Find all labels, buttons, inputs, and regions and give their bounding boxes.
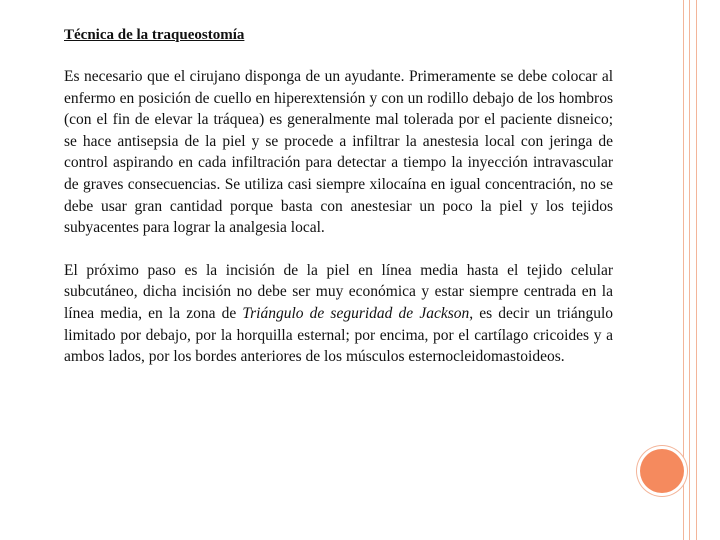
decorative-circle (640, 449, 684, 493)
decorative-line (683, 0, 684, 540)
paragraph-incision-text-end: , es decir un triángulo limitado por debajo, por la horquilla esternal; por encima, por el cartílago cricoides y a ambos lados, por los bordes anteriores de los músculos esternocleidomastoideos. (64, 304, 614, 366)
decorative-line (689, 0, 690, 540)
paragraph-incision (64, 260, 613, 368)
paragraph-incision-text-start: El próximo paso es la incisión de la piel en línea media hasta el tejido celular subcutáneo, dicha incisión no debe ser muy económica y estar siempre centrada en la línea media, en la zona de (64, 261, 613, 322)
jackson-triangle-term: Triángulo de seguridad de Jackson (242, 304, 470, 322)
decorative-line (696, 0, 697, 540)
paragraph-anesthesia: Es necesario que el cirujano disponga de un ayudante. Primeramente se debe colocar al enfermo en posición de cuello en hiperextensión y con un rodillo debajo de los hombros (con el fin de elevar la tráquea) es generalmente mal tolerada por el paciente disneico; se hace antisepsia de la piel y se procede a infiltrar la anestesia local con jeringa de control aspirando en cada infiltración para detectar a tiempo la inyección intravascular de graves consecuencias. Se utiliza casi siempre xilocaína en igual concentración, no se debe usar gran cantidad porque basta con anestesiar un poco la piel y los tejidos subyacentes para lograr la analgesia local. (64, 68, 613, 237)
slide-content (64, 24, 613, 368)
page-title: Técnica de la traqueostomía (64, 27, 245, 43)
